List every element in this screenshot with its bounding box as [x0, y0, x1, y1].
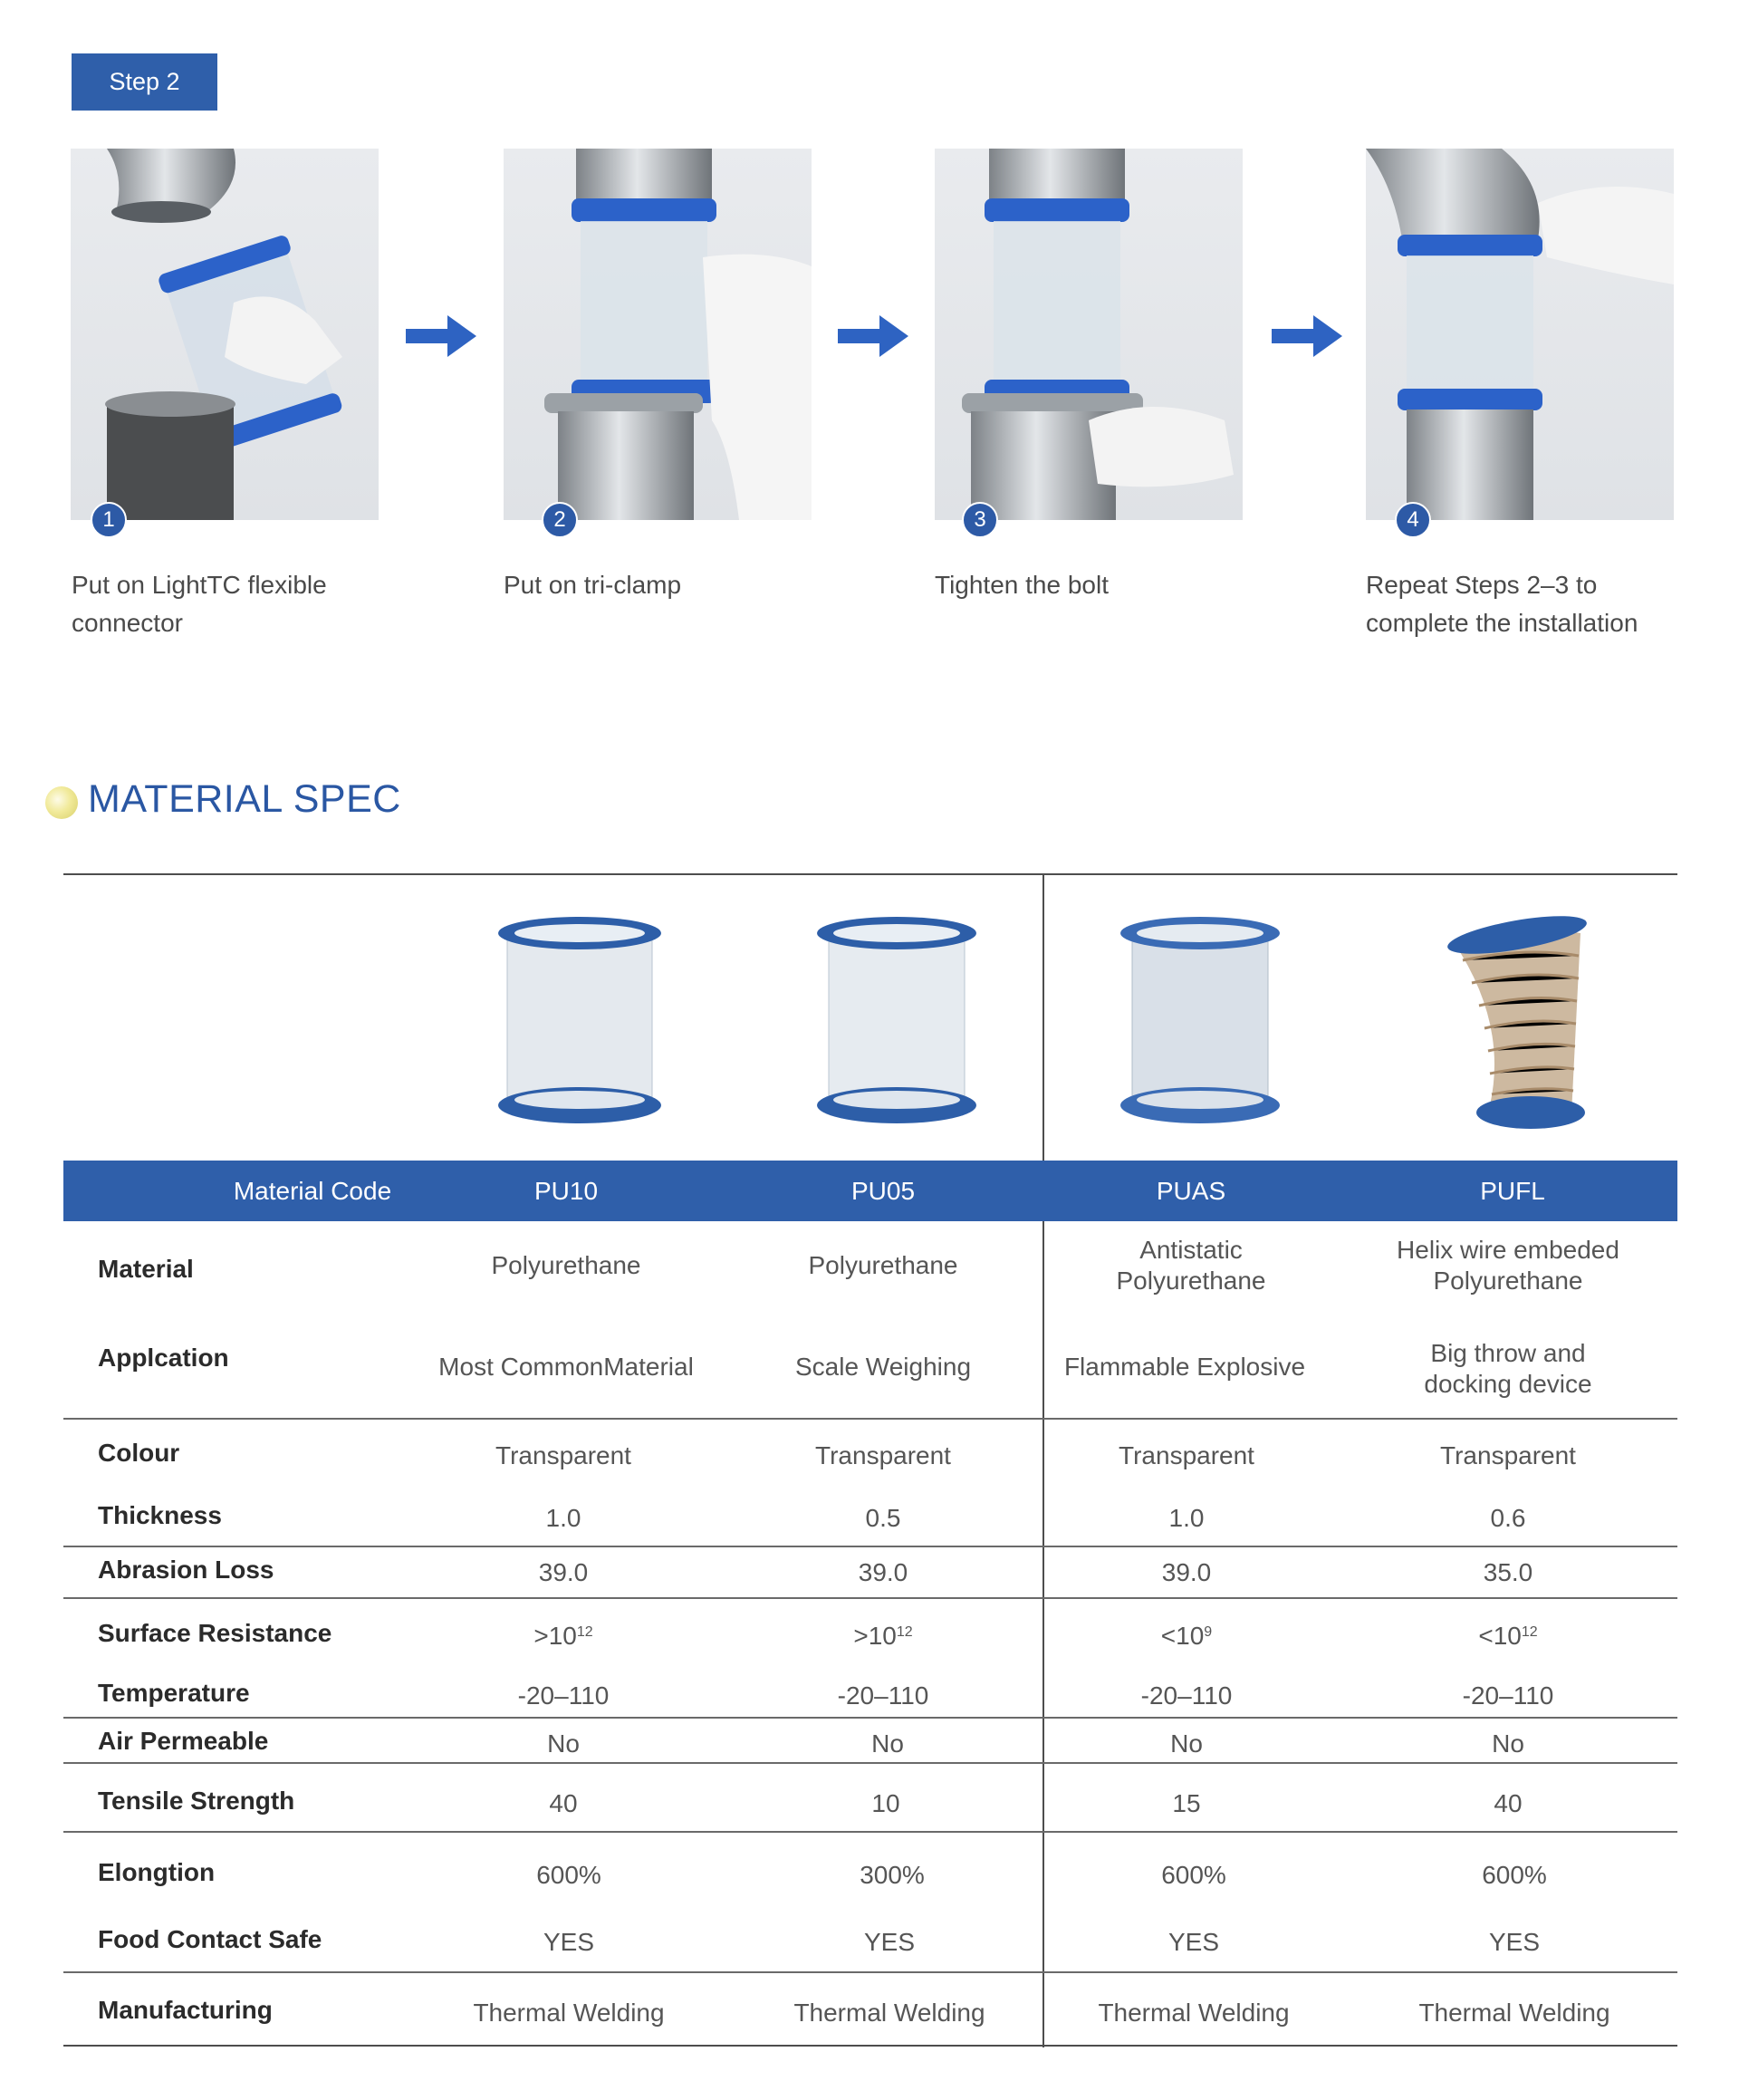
header-material-code: Material Code [233, 1176, 392, 1205]
cell-tensile-pu10: 40 [549, 1789, 578, 1817]
product-image-pu10 [489, 906, 670, 1132]
step-photo-3 [935, 149, 1243, 520]
step-caption-4: Repeat Steps 2–3 to complete the installation [1366, 571, 1638, 637]
cell-manufacturing-pu05: Thermal Welding [793, 1999, 985, 2027]
step-number-1: 1 [91, 502, 127, 538]
cell-application-pufl: Big throw and docking device [1424, 1339, 1592, 1398]
row-label-air-permeable: Air Permeable [98, 1727, 269, 1755]
row-label-thickness: Thickness [98, 1501, 222, 1529]
cell-food-pufl: YES [1488, 1928, 1541, 1956]
cell-food-pu10: YES [543, 1928, 595, 1956]
row-rule [63, 1762, 1677, 1764]
cell-temperature-puas: -20–110 [1140, 1681, 1233, 1710]
step-number-3: 3 [962, 502, 998, 538]
cell-surface-pu05: $>10^{12}$ [853, 1622, 913, 1650]
row-rule [63, 1418, 1677, 1420]
cell-application-pu10: Most CommonMaterial [438, 1353, 694, 1381]
step-caption-3: Tighten the bolt [935, 571, 1109, 599]
header-code-pu10: PU10 [533, 1176, 599, 1205]
cell-air-pu05: No [871, 1729, 904, 1758]
cell-temperature-pu05: -20–110 [837, 1681, 929, 1710]
cell-tensile-puas: 15 [1172, 1789, 1201, 1817]
row-rule [63, 1831, 1677, 1833]
cell-surface-pu10: $>10^{12}$ [533, 1622, 593, 1650]
row-rule [63, 1597, 1677, 1599]
cell-thickness-pu05: 0.5 [865, 1504, 901, 1532]
cell-temperature-pu10: -20–110 [517, 1681, 610, 1710]
cell-thickness-pufl: 0.6 [1490, 1504, 1526, 1532]
row-rule [63, 1971, 1677, 1973]
cell-abrasion-pufl: 35.0 [1483, 1558, 1533, 1586]
row-label-surface-resistance: Surface Resistance [98, 1619, 332, 1647]
row-label-temperature: Temperature [98, 1679, 250, 1707]
product-image-pu05 [806, 906, 987, 1132]
cell-tensile-pu05: 10 [871, 1789, 900, 1817]
cell-manufacturing-pu10: Thermal Welding [473, 1999, 665, 2027]
row-label-manufacturing: Manufacturing [98, 1996, 273, 2024]
arrow-right-icon [838, 315, 908, 357]
table-top-rule [63, 873, 1677, 875]
cell-food-pu05: YES [863, 1928, 916, 1956]
product-image-pufl [1427, 906, 1608, 1132]
cell-surface-pufl: $<10^{12}$ [1478, 1622, 1538, 1650]
cell-application-puas: Flammable Explosive [1063, 1353, 1306, 1381]
cell-elongation-pu05: 300% [860, 1861, 925, 1889]
header-code-pufl: PUFL [1480, 1176, 1545, 1205]
cell-material-pu05: Polyurethane [808, 1251, 958, 1279]
step-badge: Step 2 [72, 53, 217, 111]
cell-elongation-puas: 600% [1161, 1861, 1226, 1889]
arrow-right-icon [406, 315, 476, 357]
cell-colour-pu10: Transparent [495, 1441, 631, 1469]
step-caption-2: Put on tri-clamp [504, 571, 682, 599]
step-number-2: 2 [542, 502, 578, 538]
row-label-material: Material [98, 1255, 194, 1283]
cell-surface-puas: $<10^9$ [1160, 1622, 1213, 1650]
cell-abrasion-pu10: 39.0 [538, 1558, 589, 1586]
row-label-abrasion-loss: Abrasion Loss [98, 1556, 274, 1584]
cell-abrasion-pu05: 39.0 [858, 1558, 908, 1586]
row-rule [63, 1717, 1677, 1719]
header-code-puas: PUAS [1156, 1176, 1226, 1205]
step-photo-4 [1366, 149, 1674, 520]
cell-thickness-puas: 1.0 [1168, 1504, 1205, 1532]
cell-manufacturing-puas: Thermal Welding [1098, 1999, 1290, 2027]
cell-thickness-pu10: 1.0 [545, 1504, 581, 1532]
step-number-4: 4 [1395, 502, 1431, 538]
cell-colour-puas: Transparent [1119, 1441, 1254, 1469]
cell-air-pufl: No [1492, 1729, 1524, 1758]
step-caption-1: Put on LightTC flexible connector [72, 571, 327, 637]
cell-colour-pufl: Transparent [1440, 1441, 1576, 1469]
row-label-elongation: Elongtion [98, 1858, 216, 1886]
cell-tensile-pufl: 40 [1494, 1789, 1523, 1817]
cell-abrasion-puas: 39.0 [1161, 1558, 1212, 1586]
row-label-colour: Colour [98, 1439, 180, 1467]
cell-material-pu10: Polyurethane [491, 1251, 641, 1279]
product-image-puas [1110, 906, 1291, 1132]
cell-material-puas: Antistatic Polyurethane [1116, 1236, 1266, 1295]
arrow-right-icon [1272, 315, 1342, 357]
cell-material-pufl: Helix wire embeded Polyurethane [1397, 1236, 1619, 1295]
row-rule [63, 1546, 1677, 1547]
cell-temperature-pufl: -20–110 [1462, 1681, 1554, 1710]
cell-food-puas: YES [1167, 1928, 1220, 1956]
cell-colour-pu05: Transparent [815, 1441, 951, 1469]
cell-elongation-pufl: 600% [1482, 1861, 1547, 1889]
row-label-food-contact-safe: Food Contact Safe [98, 1925, 322, 1953]
step-photo-2 [504, 149, 812, 520]
table-bottom-rule [63, 2045, 1677, 2047]
cell-air-pu10: No [547, 1729, 580, 1758]
section-title: MATERIAL SPEC [88, 777, 401, 821]
step-photo-1 [71, 149, 379, 520]
cell-application-pu05: Scale Weighing [794, 1353, 972, 1381]
section-bullet-icon [45, 786, 78, 819]
row-label-application: Applcation [98, 1344, 229, 1372]
cell-manufacturing-pufl: Thermal Welding [1418, 1999, 1610, 2027]
cell-air-puas: No [1170, 1729, 1203, 1758]
header-code-pu05: PU05 [850, 1176, 916, 1205]
cell-elongation-pu10: 600% [536, 1861, 601, 1889]
row-label-tensile-strength: Tensile Strength [98, 1787, 295, 1815]
